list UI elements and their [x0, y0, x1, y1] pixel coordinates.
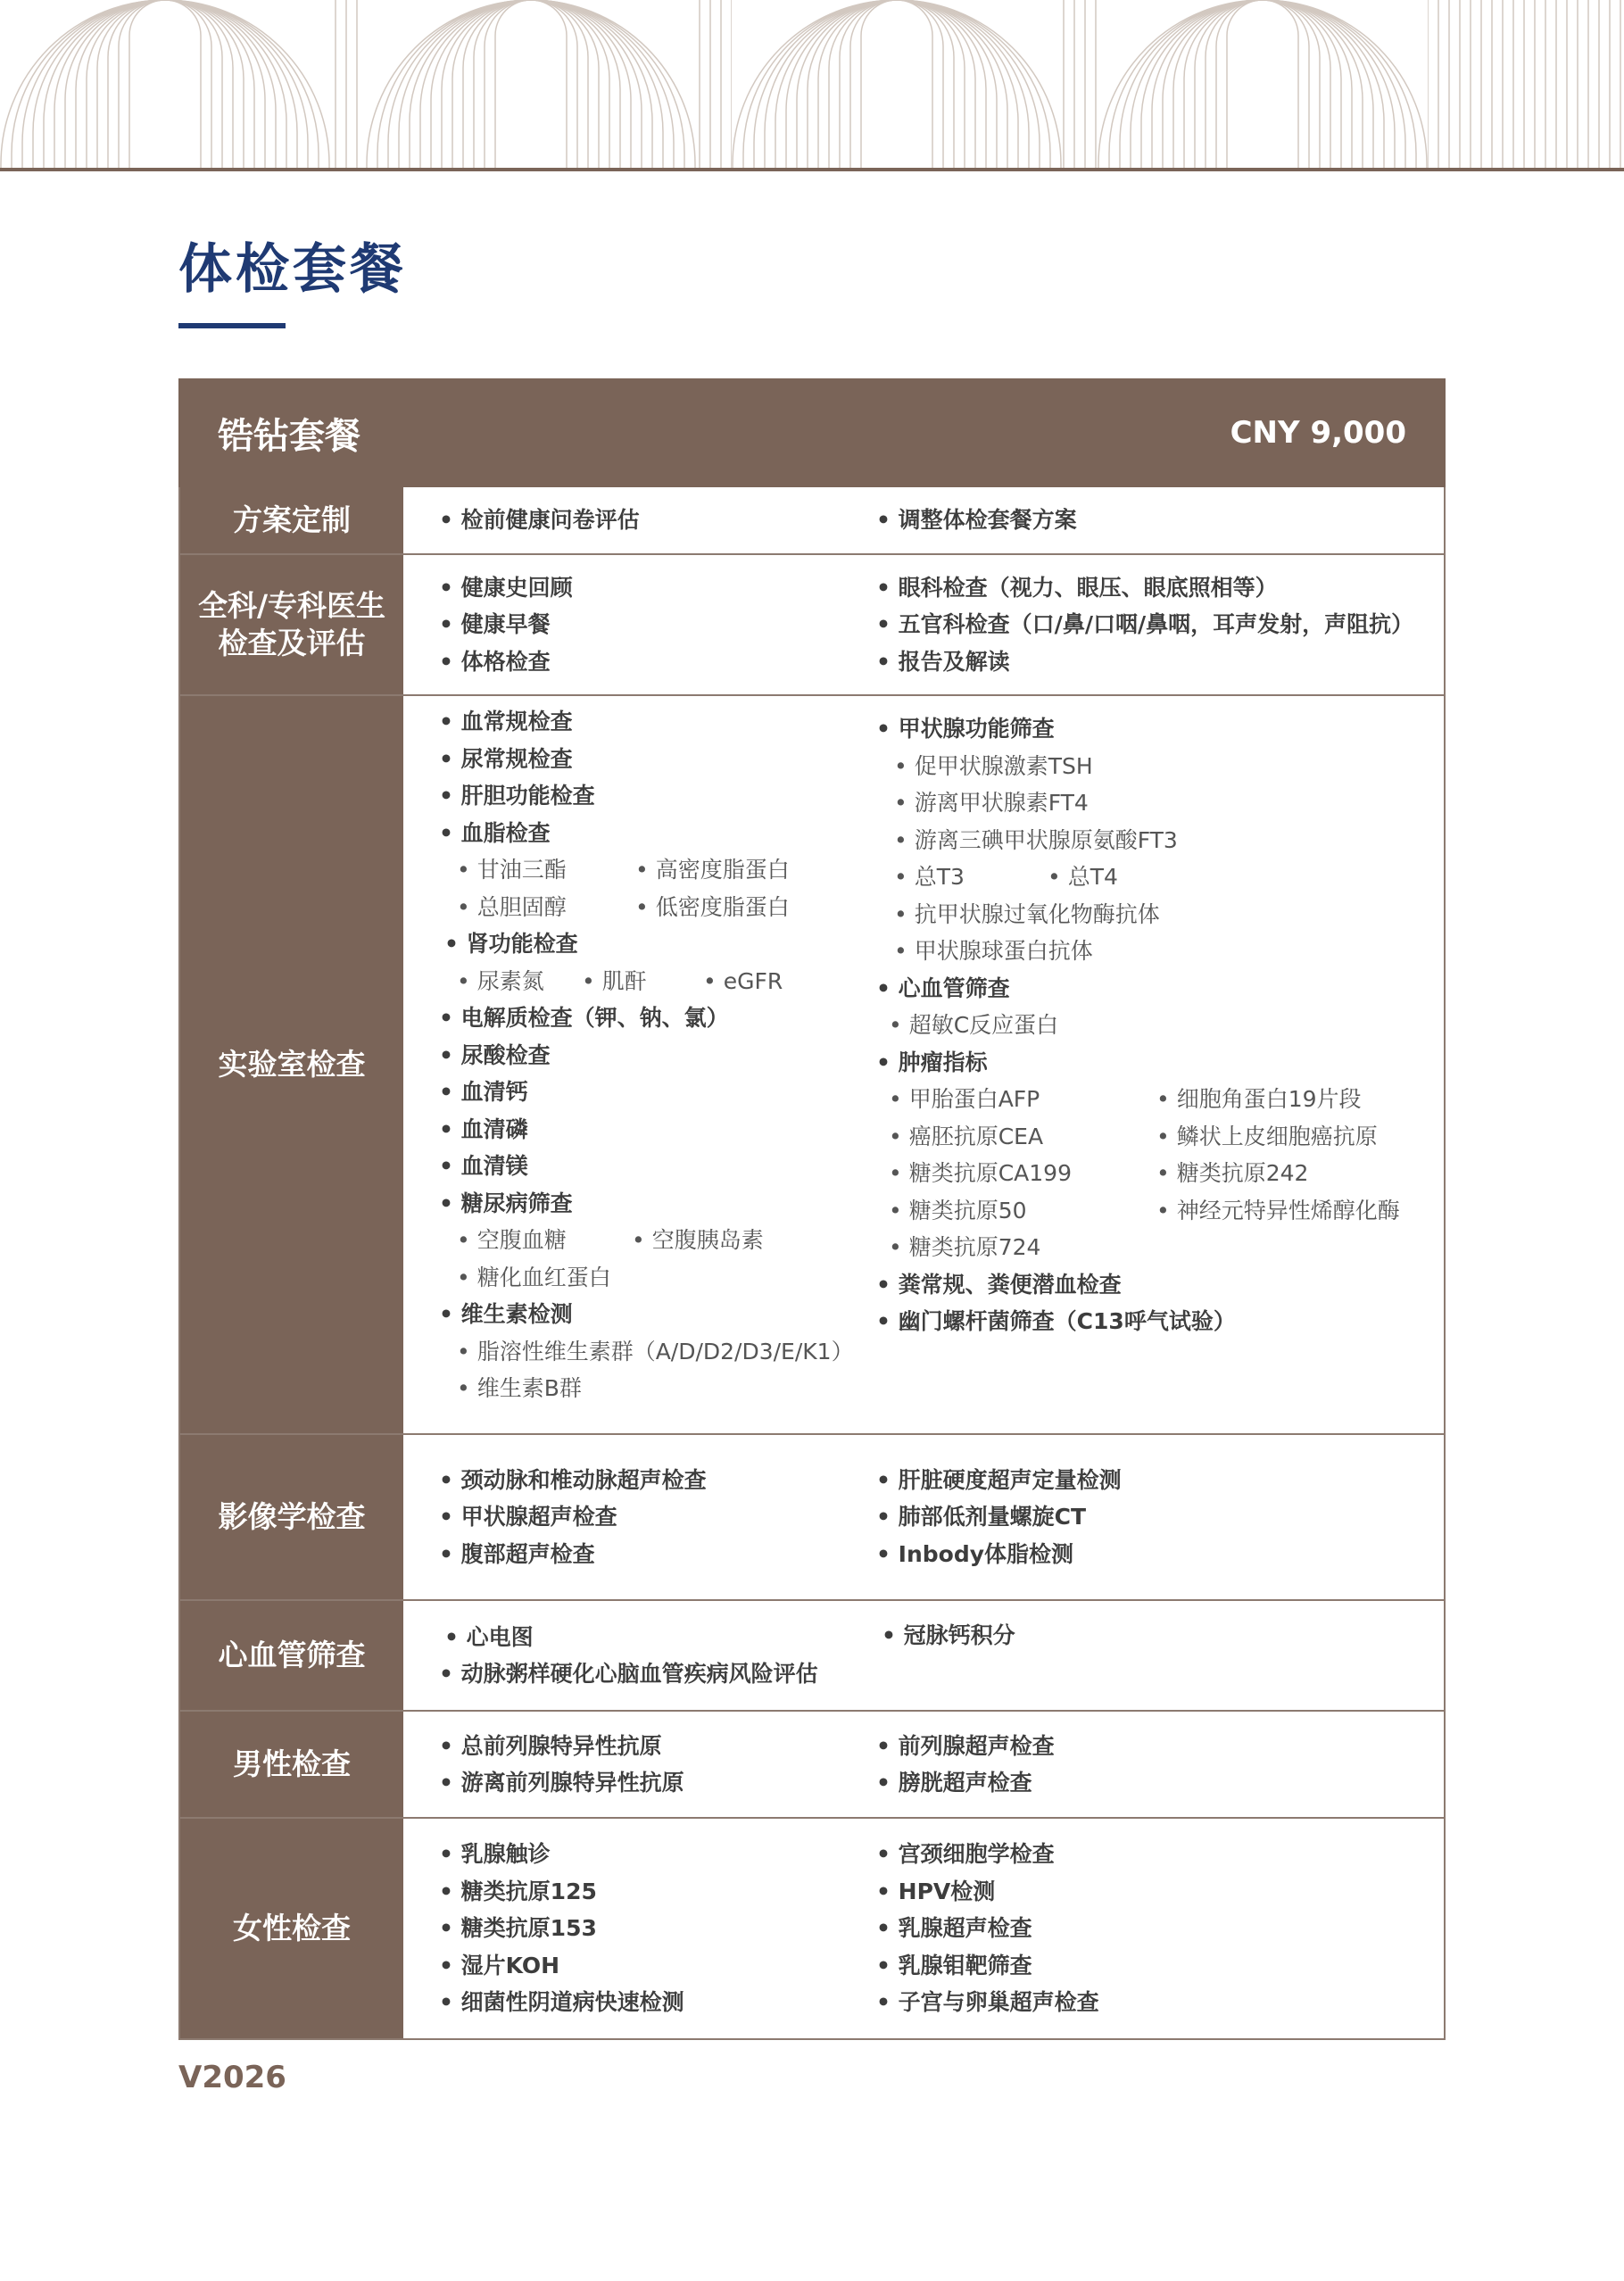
sub-item: • 细胞角蛋白19片段 — [1156, 1086, 1362, 1112]
list-item: • 肾功能检查 — [444, 931, 578, 957]
list-item: • 乳腺钼靶筛查 — [876, 1952, 1032, 1978]
list-item: • 血脂检查 — [439, 819, 551, 846]
list-item: • 心血管筛查 — [876, 975, 1010, 1001]
package-rows — [178, 487, 1446, 2040]
package-name: 锆钻套餐 — [218, 415, 360, 457]
list-item: • 肿瘤指标 — [876, 1049, 988, 1075]
decorative-arch-banner — [0, 0, 1624, 170]
list-item: • 湿片KOH — [439, 1952, 560, 1978]
package-table — [178, 378, 1446, 2040]
list-item: • 幽门螺杆菌筛查（C13呼气试验） — [876, 1308, 1236, 1334]
version-label: V2026 — [178, 2060, 286, 2095]
category-label: 全科/专科医生 检查及评估 — [180, 555, 403, 694]
list-item: • 糖类抗原153 — [439, 1915, 597, 1942]
list-item: • 腹部超声检查 — [439, 1540, 595, 1567]
category-label: 影像学检查 — [180, 1435, 403, 1599]
list-item: • Inbody体脂检测 — [876, 1540, 1074, 1567]
sub-item: • 糖类抗原CA199 — [889, 1160, 1072, 1186]
sub-item: • 鳞状上皮细胞癌抗原 — [1156, 1123, 1378, 1149]
list-item: • 游离前列腺特异性抗原 — [439, 1770, 684, 1796]
list-item: • 肝胆功能检查 — [439, 783, 595, 809]
list-item: • 宫颈细胞学检查 — [876, 1841, 1055, 1868]
list-item: • 血清磷 — [439, 1116, 528, 1142]
row-doctor-evaluation — [180, 553, 1444, 694]
category-label: 男性检查 — [180, 1712, 403, 1817]
list-item: • 肝脏硬度超声定量检测 — [876, 1466, 1122, 1493]
category-label: 方案定制 — [180, 487, 403, 553]
sub-item: • 空腹血糖 — [457, 1227, 567, 1253]
sub-item: • 低密度脂蛋白 — [635, 893, 790, 920]
sub-item: • 脂溶性维生素群（A/D/D2/D3/E/K1） — [457, 1338, 854, 1364]
category-label: 实验室检查 — [180, 696, 403, 1433]
row-female-exam — [180, 1817, 1444, 2038]
package-header — [178, 378, 1446, 487]
sub-item: • 糖类抗原242 — [1156, 1160, 1309, 1186]
sub-item: • 甲状腺球蛋白抗体 — [894, 938, 1093, 964]
list-item: • 总前列腺特异性抗原 — [439, 1732, 662, 1759]
sub-item: • 抗甲状腺过氧化物酶抗体 — [894, 900, 1160, 927]
list-item: • 糖尿病筛查 — [439, 1190, 573, 1216]
sub-item: • eGFR — [703, 967, 783, 994]
package-price: CNY 9,000 — [1230, 415, 1406, 451]
sub-item: • 总T4 — [1048, 864, 1118, 890]
sub-item: • 尿素氮 — [457, 967, 544, 994]
list-item: • 尿常规检查 — [439, 745, 573, 772]
list-item: • 细菌性阴道病快速检测 — [439, 1989, 684, 2016]
list-item: • 心电图 — [444, 1623, 534, 1650]
sub-item: • 癌胚抗原CEA — [889, 1123, 1044, 1149]
sub-item: • 高密度脂蛋白 — [635, 857, 790, 883]
sub-item: • 空腹胰岛素 — [632, 1227, 764, 1253]
list-item: • 颈动脉和椎动脉超声检查 — [439, 1466, 707, 1493]
sub-item: • 总T3 — [894, 864, 965, 890]
row-cardio-screening — [180, 1599, 1444, 1710]
list-item: • 报告及解读 — [876, 648, 1010, 675]
list-item: • 粪常规、粪便潜血检查 — [876, 1271, 1122, 1298]
list-item: • 子宫与卵巢超声检查 — [876, 1989, 1099, 2016]
list-item: • 血常规检查 — [439, 709, 573, 734]
row-plan-customization — [180, 487, 1444, 553]
sub-item: • 神经元特异性烯醇化酶 — [1156, 1197, 1400, 1223]
list-item: • 血清钙 — [439, 1079, 528, 1105]
list-item: • HPV检测 — [876, 1878, 996, 1904]
list-item: • 膀胱超声检查 — [876, 1770, 1032, 1796]
row-male-exam — [180, 1710, 1444, 1817]
list-item: • 乳腺超声检查 — [876, 1915, 1032, 1942]
banner-divider — [0, 168, 1624, 171]
page-title: 体检套餐 — [178, 238, 407, 301]
sub-item: • 促甲状腺激素TSH — [894, 752, 1093, 779]
sub-item: • 糖类抗原50 — [889, 1197, 1027, 1223]
list-item: • 电解质检查（钾、钠、氯） — [439, 1005, 729, 1031]
list-item: • 甲状腺功能筛查 — [876, 716, 1055, 742]
list-item: • 健康史回顾 — [439, 574, 573, 601]
title-underline — [178, 323, 286, 328]
sub-item: • 超敏C反应蛋白 — [889, 1012, 1059, 1038]
list-item: • 血清镁 — [439, 1153, 528, 1179]
list-item: • 糖类抗原125 — [439, 1878, 597, 1904]
list-item: • 体格检查 — [439, 648, 551, 675]
list-item: • 检前健康问卷评估 — [439, 507, 640, 534]
category-label: 心血管筛查 — [180, 1601, 403, 1710]
list-item: • 乳腺触诊 — [439, 1841, 551, 1868]
list-item: • 肺部低剂量螺旋CT — [876, 1504, 1087, 1530]
sub-item: • 游离甲状腺素FT4 — [894, 790, 1089, 816]
sub-item: • 总胆固醇 — [457, 893, 567, 920]
list-item: • 五官科检查（口/鼻/口咽/鼻咽，耳声发射，声阻抗） — [876, 611, 1414, 638]
sub-item: • 糖类抗原724 — [889, 1234, 1041, 1260]
list-item: • 前列腺超声检查 — [876, 1732, 1055, 1759]
category-label: 女性检查 — [180, 1819, 403, 2038]
list-item: • 健康早餐 — [439, 611, 551, 638]
list-item: • 动脉粥样硬化心脑血管疾病风险评估 — [439, 1661, 818, 1687]
row-lab-tests — [180, 694, 1444, 1433]
list-item: • 维生素检测 — [439, 1301, 573, 1327]
sub-item: • 糖化血红蛋白 — [457, 1264, 611, 1290]
sub-item: • 甲胎蛋白AFP — [889, 1086, 1040, 1112]
sub-item: • 肌酐 — [582, 967, 647, 994]
list-item: • 眼科检查（视力、眼压、眼底照相等） — [876, 574, 1278, 601]
row-imaging — [180, 1433, 1444, 1599]
list-item: • 尿酸检查 — [439, 1041, 551, 1068]
sub-item: • 游离三碘甲状腺原氨酸FT3 — [894, 826, 1178, 853]
sub-item: • 维生素B群 — [457, 1375, 582, 1401]
sub-item: • 甘油三酯 — [457, 857, 567, 883]
list-item: • 冠脉钙积分 — [882, 1622, 1015, 1648]
list-item: • 甲状腺超声检查 — [439, 1504, 617, 1530]
list-item: • 调整体检套餐方案 — [876, 507, 1077, 534]
